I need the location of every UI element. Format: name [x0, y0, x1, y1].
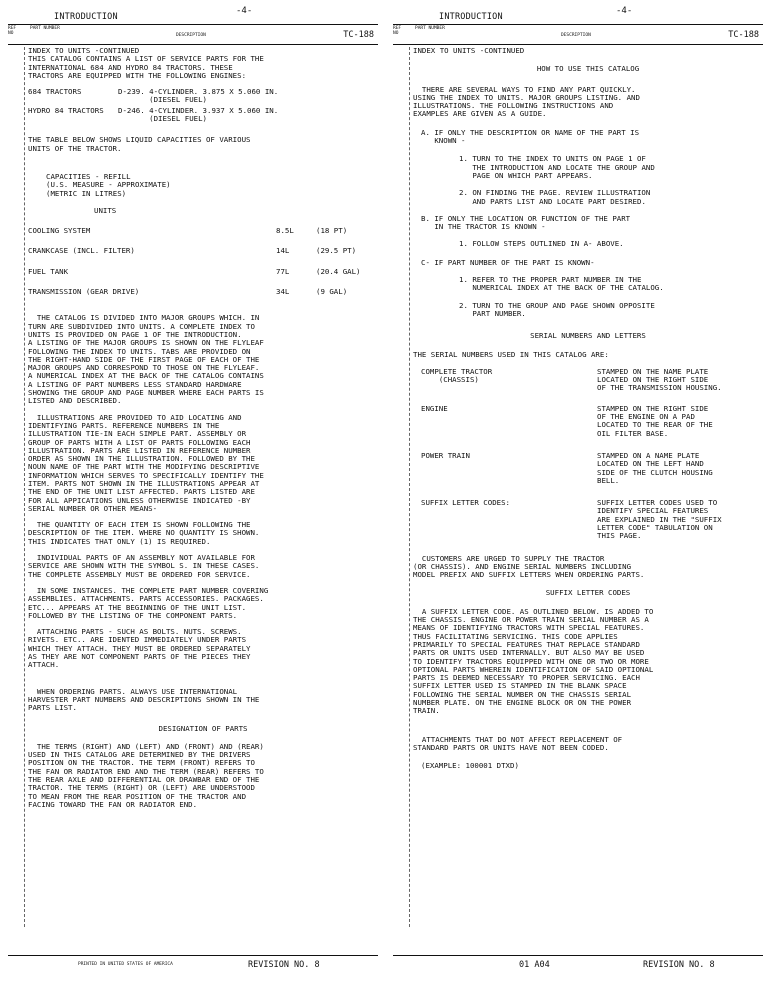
case-c-step-1: 1. REFER TO THE PROPER PART NUMBER IN THE NUMERICAL INDEX AT THE BACK OF THE CATALOG.: [459, 275, 664, 293]
printed-in-usa: PRINTED IN UNITED STATES OF AMERICA: [78, 962, 173, 967]
capacity-metric: 14L: [276, 246, 290, 256]
capacities-heading: CAPACITIES - REFILL (U.S. MEASURE - APPROXIMATE) (METRIC IN LITRES): [46, 171, 171, 198]
left-page-number: -4-: [236, 6, 253, 16]
capacity-us: (29.5 PT): [316, 246, 357, 256]
capacities-intro: THE TABLE BELOW SHOWS LIQUID CAPACITIES OF VARIOUS UNITS OF THE TRACTOR.: [28, 135, 251, 153]
engine-label: 684 TRACTORS: [28, 87, 82, 97]
right-section-title: INTRODUCTION: [439, 12, 503, 22]
capacity-row: [28, 247, 378, 255]
left-intro-text: INDEX TO UNITS -CONTINUED THIS CATALOG CONTAINS A LIST OF SERVICE PARTS FOR THE INTERNATIONAL 684 AND HYDRO 84 TRACTORS. THESE TRACTORS ARE EQUIPPED WITH THE FOLLOWING ENGINES:: [28, 46, 264, 80]
left-revision-number: REVISION NO. 8: [248, 960, 320, 970]
capacity-row: [28, 288, 378, 296]
serial-key: POWER TRAIN: [421, 450, 470, 460]
engine-spec: D-239. 4-CYLINDER. 3.875 X 5.060 IN. (DIESEL FUEL): [118, 87, 279, 105]
serial-value: STAMPED ON A NAME PLATE LOCATED ON THE LEFT HAND SIDE OF THE CLUTCH HOUSING BELL.: [597, 450, 713, 485]
capacity-name: CRANKCASE (INCL. FILTER): [28, 246, 135, 256]
suffix-text: A SUFFIX LETTER CODE. AS OUTLINED BELOW. IS ADDED TO THE CHASSIS. ENGINE OR POWER TRAIN SERIAL NUMBER AS A MEANS OF IDENTIFYING TRACTORS WITH SPECIAL FEATURES. THUS FACILITATING SERVICING. THIS CODE APPLIES PRIMARILY TO SPECIAL FEATURES THAT REPLACE STANDARD PARTS OR UNITS USED INTERNALLY. BUT ALSO MAY BE USED TO IDENTIFY TRACTORS EQUIPPED WITH ONE OR TWO OR MORE OPTIONAL PARTS WHEREIN IDENTIFICATION OF SAID OPTIONAL PARTS IS DEEMED NECESSARY TO PROPER SERVICING. EACH SUFFIX LETTER USED IS STAMPED IN THE BLANK SPACE FOLLOWING THE SERIAL NUMBER ON THE CHASSIS SERIAL NUMBER PLATE. ON THE ENGINE BLOCK OR ON THE POWER TRAIN.: [413, 606, 654, 716]
case-c-text: C- IF PART NUMBER OF THE PART IS KNOWN-: [421, 257, 595, 267]
case-b-text: B. IF ONLY THE LOCATION OR FUNCTION OF THE PART IN THE TRACTOR IS KNOWN -: [421, 213, 631, 232]
serial-value: STAMPED ON THE RIGHT SIDE OF THE ENGINE ON A PAD LOCATED TO THE REAR OF THE OIL FILTER BASE.: [597, 403, 713, 438]
right-page-number: -4-: [616, 6, 633, 16]
left-section-title: INTRODUCTION: [54, 12, 118, 22]
capacity-us: (20.4 GAL): [316, 266, 361, 276]
capacity-us: (18 PT): [316, 226, 348, 236]
paragraph-catalog-groups: THE CATALOG IS DIVIDED INTO MAJOR GROUPS WHICH. IN TURN ARE SUBDIVIDED INTO UNITS. A COMPLETE INDEX TO UNITS IS PROVIDED ON PAGE 1 OF THE INTRODUCTION. A LISTING OF THE MAJOR GROUPS IS SHOWN ON THE FLYLEAF FOLLOWING THE INDEX TO UNITS. TABS ARE PROVIDED ON THE RIGHT-HAND SIDE OF THE FIRST PAGE OF EACH OF THE MAJOR GROUPS AND CORRESPOND TO THOSE ON THE FLYLEAF. A NUMERICAL INDEX AT THE BACK OF THE CATALOG CONTAINS A LISTING OF PART NUMBERS LESS STANDARD HARDWARE SHOWING THE GROUP AND PAGE NUMBER WHERE EACH PARTS IS LISTED AND DESCRIBED.: [28, 313, 264, 406]
designation-text: THE TERMS (RIGHT) AND (LEFT) AND (FRONT) AND (REAR) USED IN THIS CATALOG ARE DETERMINED BY THE DRIVERS POSITION ON THE TRACTOR. THE TERM (FRONT) REFERS TO THE FAN OR RADIATOR END AND THE TERM (REAR) REFERS TO THE REAR AXLE AND DIFFERENTIAL OR DRAWBAR END OF THE TRACTOR. THE TERMS (RIGHT) OR (LEFT) ARE UNDERSTOOD TO MEAN FROM THE REAR POSITION OF THE TRACTOR AND FACING TOWARD THE FAN OR RADIATOR END.: [28, 741, 264, 809]
serial-numbers-intro: THE SERIAL NUMBERS USED IN THIS CATALOG ARE:: [413, 349, 609, 359]
capacity-us: (9 GAL): [316, 287, 348, 297]
attachments-text: ATTACHMENTS THAT DO NOT AFFECT REPLACEMENT OF STANDARD PARTS OR UNITS HAVE NOT BEEN CODED.: [413, 734, 623, 752]
capacity-name: FUEL TANK: [28, 266, 69, 276]
paragraph-ordering: WHEN ORDERING PARTS. ALWAYS USE INTERNATIONAL HARVESTER PART NUMBERS AND DESCRIPTIONS SHOWN IN THE PARTS LIST.: [28, 686, 260, 713]
right-column: [393, 6, 763, 927]
how-to-use-intro: THERE ARE SEVERAL WAYS TO FIND ANY PART QUICKLY. USING THE INDEX TO UNITS. MAJOR GROUPS LISTING. AND ILLUSTRATIONS. THE FOLLOWING INSTRUCTIONS AND EXAMPLES ARE GIVEN AS A GUIDE.: [413, 84, 640, 119]
paragraph-individual-parts: INDIVIDUAL PARTS OF AN ASSEMBLY NOT AVAILABLE FOR SERVICE ARE SHOWN WITH THE SYMBOL S. IN THESE CASES. THE COMPLETE ASSEMBLY MUST BE ORDERED FOR SERVICE.: [28, 553, 260, 579]
left-footer: [8, 955, 378, 970]
right-footer-code: 01 A04: [519, 960, 550, 970]
capacity-row: [28, 227, 378, 235]
left-description-label: DESCRIPTION: [176, 33, 206, 38]
engine-spec: D-246. 4-CYLINDER. 3.937 X 5.060 IN. (DIESEL FUEL): [118, 105, 279, 124]
designation-heading: DESIGNATION OF PARTS: [158, 723, 248, 733]
customers-text: CUSTOMERS ARE URGED TO SUPPLY THE TRACTOR (OR CHASSIS). AND ENGINE SERIAL NUMBERS INCLUDING MODEL PREFIX AND SUFFIX LETTERS WHEN ORDERING PARTS.: [413, 553, 645, 580]
capacity-name: TRANSMISSION (GEAR DRIVE): [28, 287, 140, 297]
paragraph-quantity: THE QUANTITY OF EACH ITEM IS SHOWN FOLLOWING THE DESCRIPTION OF THE ITEM. WHERE NO QUANTITY IS SHOWN. THIS INDICATES THAT ONLY (1) IS REQUIRED.: [28, 520, 260, 546]
engine-row-hydro84: [28, 107, 378, 124]
right-description-label: DESCRIPTION: [561, 33, 591, 38]
case-c-step-2: 2. TURN TO THE GROUP AND PAGE SHOWN OPPOSITE PART NUMBER.: [459, 300, 655, 318]
paragraph-instances: IN SOME INSTANCES. THE COMPLETE PART NUMBER COVERING ASSEMBLIES. ATTACHMENTS. PARTS ACCESSORIES. PACKAGES. ETC... APPEARS AT THE BEGINNING OF THE UNIT LIST. FOLLOWED BY THE LISTING OF THE COMPONENT PARTS.: [28, 585, 269, 620]
serial-row-suffix-letter-codes: [413, 499, 763, 540]
right-index-continued: INDEX TO UNITS -CONTINUED: [413, 46, 525, 55]
left-ref-no-label: REF NO: [8, 26, 17, 36]
how-to-use-heading: HOW TO USE THIS CATALOG: [536, 64, 640, 74]
capacity-metric: 77L: [276, 266, 290, 276]
serial-key: SUFFIX LETTER CODES:: [421, 498, 510, 508]
case-a-step-1: 1. TURN TO THE INDEX TO UNITS ON PAGE 1 OF THE INTRODUCTION AND LOCATE THE GROUP AND PAGE ON WHICH PART APPEARS.: [459, 154, 655, 180]
serial-key: COMPLETE TRACTOR (CHASSIS): [421, 366, 493, 385]
left-body: [24, 47, 378, 927]
engine-label: HYDRO 84 TRACTORS: [28, 105, 104, 115]
case-a-text: A. IF ONLY THE DESCRIPTION OR NAME OF THE PART IS KNOWN -: [421, 127, 640, 146]
serial-key: ENGINE: [421, 403, 448, 413]
right-column-header: [393, 24, 763, 45]
right-body: [409, 47, 763, 927]
serial-value: SUFFIX LETTER CODES USED TO IDENTIFY SPECIAL FEATURES ARE EXPLAINED IN THE "SUFFIX LETTER CODE" TABULATION ON THIS PAGE.: [597, 498, 722, 541]
left-part-number-label: PART NUMBER: [30, 26, 60, 31]
capacity-metric: 8.5L: [276, 226, 294, 236]
units-heading: UNITS: [94, 205, 117, 215]
case-b-step-1: 1. FOLLOW STEPS OUTLINED IN A- ABOVE.: [459, 239, 624, 249]
example-text: (EXAMPLE: 100001 DTXD): [421, 761, 519, 771]
capacity-metric: 34L: [276, 287, 290, 297]
suffix-heading: SUFFIX LETTER CODES: [545, 588, 631, 598]
case-a-step-2: 2. ON FINDING THE PAGE. REVIEW ILLUSTRATION AND PARTS LIST AND LOCATE PART DESIRED.: [459, 188, 651, 206]
serial-numbers-heading: SERIAL NUMBERS AND LETTERS: [530, 331, 646, 341]
right-tc-code: TC-188: [728, 30, 759, 40]
serial-value: STAMPED ON THE NAME PLATE LOCATED ON THE RIGHT SIDE OF THE TRANSMISSION HOUSING.: [597, 366, 722, 393]
right-part-number-label: PART NUMBER: [415, 26, 445, 31]
capacity-name: COOLING SYSTEM: [28, 226, 91, 236]
serial-row-engine: [413, 405, 763, 438]
serial-row-power-train: [413, 452, 763, 485]
left-column: [8, 6, 378, 927]
paragraph-attaching-parts: ATTACHING PARTS - SUCH AS BOLTS. NUTS. SCREWS. RIVETS. ETC.. ARE IDENTED IMMEDIATELY UNDER PARTS WHICH THEY ATTACH. THEY MUST BE ORDERED SEPARATELY AS THEY ARE NOT COMPONENT PARTS OF THE PIECES THEY ATTACH.: [28, 627, 251, 670]
right-footer: [393, 955, 763, 970]
serial-row-complete-tractor: [413, 368, 763, 393]
paragraph-illustrations: ILLUSTRATIONS ARE PROVIDED TO AID LOCATING AND IDENTIFYING PARTS. REFERENCE NUMBERS IN THE ILLUSTRATION TIE-IN EACH SIMPLE PART. ASSEMBLY OR GROUP OF PARTS WITH A LIST OF PARTS FOLLOWING EACH ILLUSTRATION. PARTS ARE LISTED IN REFERENCE NUMBER ORDER AS SHOWN IN THE ILLUSTRATION. FOLLOWED BY THE NOUN NAME OF THE PART WITH THE MODIFYING DESCRIPTIVE INFORMATION WHICH SERVES TO SPECIFICALLY IDENTIFY THE ITEM. PARTS NOT SHOWN IN THE ILLUSTRATIONS APPEAR AT THE END OF THE UNIT LIST AFFECTED. PARTS LISTED ARE FOR ALL APPICATIONS UNLESS OTHERWISE INDICATED -BY SERIAL NUMBER OR OTHER MEANS-: [28, 412, 264, 513]
engine-row-684: [28, 88, 378, 105]
right-revision-number: REVISION NO. 8: [643, 960, 715, 970]
right-ref-no-label: REF NO: [393, 26, 402, 36]
left-column-header: [8, 24, 378, 45]
capacity-row: [28, 268, 378, 276]
left-tc-code: TC-188: [343, 30, 374, 40]
